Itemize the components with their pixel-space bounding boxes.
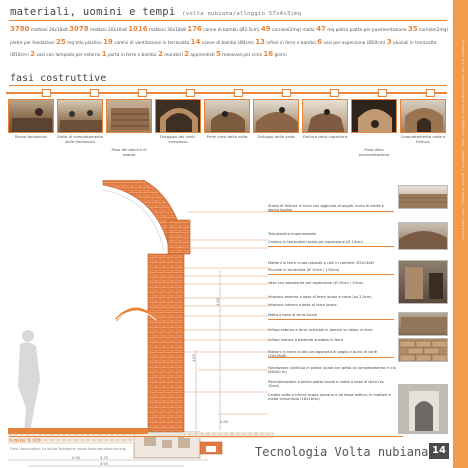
stat-label: mq pietra piatta per pavimentazione	[327, 28, 407, 33]
phase-photo	[8, 99, 54, 133]
stat-number: 2	[157, 50, 163, 58]
stat-number: 25	[56, 37, 66, 46]
side-strip	[453, 0, 468, 468]
phase-caption: Finitura della copertura	[302, 134, 348, 139]
title-main: materiali, uomini e tempi	[10, 6, 176, 18]
stat-label: mq telo plastico	[67, 40, 102, 46]
construction-note: Infisso interno a battente snodato in ferro	[268, 338, 344, 342]
detail-photo	[398, 222, 448, 250]
detail-photo	[398, 312, 448, 336]
footer-title: Tecnologia Volta nubiana	[255, 445, 429, 459]
phase-caption: Posa dei blocchi di sodoto	[111, 147, 147, 157]
stat-number: 16	[263, 50, 274, 58]
dimension-label: 1.80	[192, 353, 197, 363]
dimension-label: 3.70	[100, 456, 109, 460]
stat-label: carriole(2mq) pietre per fondazioni	[10, 28, 449, 46]
photo-credit: Foto: Association La Voûte Nubienne (www.lavoutenubienne.org)	[10, 447, 127, 451]
section-title: fasi costruttive	[10, 73, 107, 84]
stat-number: 3	[386, 37, 392, 46]
stat-number: 3078	[69, 25, 89, 33]
footer-divider	[9, 436, 403, 437]
stat-label: canne di bambù (Ø4cm)	[201, 40, 254, 46]
side-strip-text: Progetto per un centro comunitario in Burkina Faso - materiali, uomini e tempi - fasi costruttive	[461, 40, 465, 241]
dimension-label: 0.80	[220, 420, 229, 424]
stat-number: 13	[255, 37, 265, 46]
construction-note: Vaso con sassolante per aspersione (Ø 20cm / 10cm)	[268, 281, 364, 285]
stat-label: camini di ventilazione in terracotta	[114, 40, 190, 46]
construction-note: Intonaco esterno a base di terra locale e calce (sp 2,0cm)	[268, 295, 372, 299]
stat-number: 176	[187, 25, 202, 33]
dimension-label: 0.30	[72, 456, 81, 460]
stat-number: 1016	[128, 25, 148, 33]
stat-label: mattoni 20x10x8	[89, 28, 127, 33]
note-divider	[268, 211, 394, 212]
stat-label: pluviali in terracotta (Ø10cm)	[10, 40, 437, 58]
stat-label: manovali per circa	[222, 53, 263, 58]
phase-caption: Primi corsi della volta	[206, 134, 248, 139]
stat-label: giorni	[274, 53, 287, 58]
phase-caption: Posa della pavimentazione	[358, 147, 390, 157]
vault-section-drawing	[8, 180, 408, 468]
stat-number: 19	[103, 37, 113, 46]
phase-caption: Scavo fondazioni	[14, 134, 48, 139]
phase-photo	[106, 99, 152, 133]
phase-photo	[57, 99, 103, 133]
dimension-label: 1.40	[216, 297, 221, 307]
wall-top	[168, 220, 190, 254]
phase-caption: Sviluppo della volta	[257, 134, 295, 139]
phase-marker	[378, 89, 387, 97]
construction-note: Strato di finitura in terra con aggiunta di paglia, burro di karitè e	[268, 204, 385, 208]
stat-number: 3780	[10, 25, 30, 33]
stat-number: 5	[215, 50, 221, 58]
phase-caption: Fissaggio del centi-compasso	[159, 134, 197, 144]
stat-label: vasi con lampada per esterno	[36, 53, 101, 58]
construction-note: Fondazione continua in pietra locale con getto di completamento in cls (80x40 m)	[268, 366, 396, 375]
wall	[148, 254, 184, 432]
detail-photo	[398, 185, 448, 209]
phase-marker	[330, 89, 339, 97]
phase-photo	[400, 99, 446, 133]
scale-label: scala 1:20	[10, 438, 41, 444]
stat-number: 14	[190, 37, 201, 46]
stat-label: apprendisti	[190, 53, 215, 58]
detail-photo	[398, 384, 448, 434]
construction-note: Pavimentazione a pietra piatta locale e malta a base di terra (sp 10cm)	[268, 380, 384, 389]
page-title	[10, 6, 301, 18]
construction-note: Mattoni in terra cruda con aggiunta di paglia e burro di cariè	[268, 350, 377, 354]
phase-photo	[253, 99, 299, 133]
construction-note: Mattoni in terra cruda prodotti a colli in cantiere (25x13x8)	[268, 261, 375, 265]
phase-photo	[302, 99, 348, 133]
construction-note: Intonaco interno a base di terra locale	[268, 303, 337, 307]
construction-note: Telo plastico impermeabile	[268, 232, 317, 236]
section-divider	[9, 85, 447, 86]
stat-number: 2	[184, 50, 190, 58]
phase-photo	[351, 99, 397, 133]
note-divider	[268, 274, 394, 275]
phase-marker	[426, 89, 435, 97]
stat-label: mattoni 30x18x8	[149, 28, 186, 33]
materials-stats	[10, 24, 450, 62]
page-number-badge: 14	[429, 443, 449, 459]
floor	[8, 428, 148, 434]
person-figure	[18, 330, 40, 432]
note-divider	[268, 246, 394, 247]
phase-marker	[42, 89, 51, 97]
detail-photo	[398, 338, 448, 362]
phase-marker	[186, 89, 195, 97]
phase-marker	[138, 89, 147, 97]
title-divider	[9, 20, 447, 21]
construction-note: Malta a base di terra locale	[268, 313, 317, 317]
stat-label: infissi in ferro e bambù	[266, 40, 316, 46]
phase-caption: Getto di completamento delle fondazioni	[56, 134, 104, 144]
phase-caption: Completamento volta e finitura	[400, 134, 446, 144]
stat-number: 1	[101, 50, 107, 58]
phase-marker	[234, 89, 243, 97]
stat-label: vasi per aspersione (Ø20cm)	[323, 40, 386, 46]
construction-note: Camino in terracotta forato per aspersione (Ø 15cm)	[268, 240, 363, 244]
stat-label: canne di bambù (Ø2.5cm)	[203, 28, 260, 33]
stat-label: carriole(2mq) malta	[272, 28, 315, 33]
note-divider	[268, 357, 394, 358]
construction-note: Pluviale in terracotta (Ø 10cm / 110cm)	[268, 268, 340, 272]
dimension-label: 3.95	[100, 462, 109, 466]
stat-number: 35	[407, 25, 418, 33]
construction-note: Canale sotto a trincia acqua piovana e da fossa settica, in mattoni e malta cementizia (18x18cm)	[268, 393, 391, 402]
stat-label: mattoni 26x18x8	[30, 28, 68, 33]
note-divider	[268, 319, 394, 320]
phase-marker	[90, 89, 99, 97]
stat-label: porta in ferro e bambù	[107, 53, 157, 58]
stat-label: muratori	[164, 53, 183, 58]
phase-marker	[282, 89, 291, 97]
stat-number: 49	[260, 25, 271, 33]
stat-number: 47	[316, 25, 326, 33]
stat-number: 2	[30, 50, 36, 58]
title-subtitle: (volta nubiana/alloggio 57x4x3)mq	[182, 11, 302, 17]
phase-timeline	[6, 89, 447, 97]
phase-photo	[155, 99, 201, 133]
phase-photo	[204, 99, 250, 133]
stat-number: 6	[317, 37, 323, 46]
detail-photo	[398, 260, 448, 304]
construction-note: Infisso esterno a ferro verticale in bambù su telaio in ferro	[268, 328, 373, 332]
